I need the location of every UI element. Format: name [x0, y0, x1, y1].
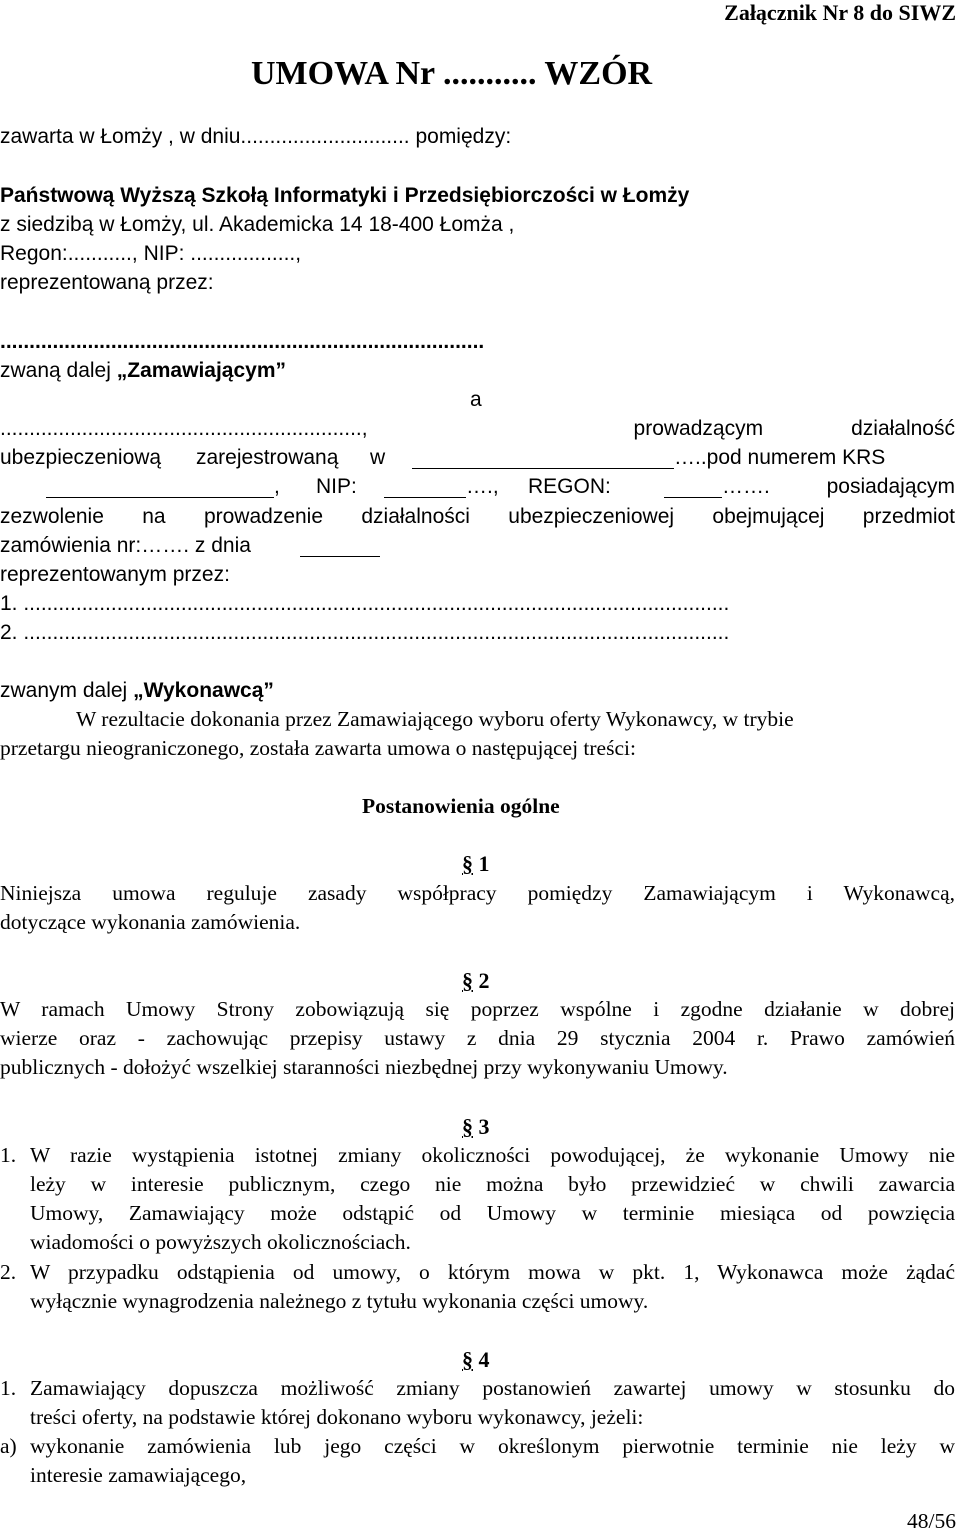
party2-l3a: , — [274, 475, 280, 498]
blank-regon-line — [664, 497, 722, 498]
party1-called — [0, 360, 286, 381]
party2-l3c: …., — [466, 475, 499, 498]
party2-l4: zezwolenie na prowadzenie działalności ubezpieczeniowej obejmującej przedmiot — [0, 505, 955, 528]
s3-p1-l1: W razie wystąpienia istotnej zmiany okoliczności powodującej, że wykonanie Umowy nie — [30, 1143, 955, 1167]
s4-pa-l2: interesie zamawiającego, — [30, 1463, 247, 1487]
s1-l2: dotyczące wykonania zamówienia. — [0, 910, 301, 934]
blank-date-line — [300, 556, 380, 557]
s2-l2: wierze oraz - zachowując przepisy ustawy z dnia 29 stycznia 2004 r. Prawo zamówień — [0, 1026, 955, 1050]
s4-p1-l2: treści oferty, na podstawie której dokonano wyboru wykonawcy, jeżeli: — [30, 1405, 644, 1429]
called-name-2: „Wykonawcą” — [133, 679, 274, 702]
s3-p1-l3: Umowy, Zamawiający może odstąpić od Umowy w terminie miesiąca od powzięcia — [30, 1201, 955, 1225]
s3-p1-l4: wiadomości o powyższych okolicznościach. — [30, 1230, 411, 1254]
preamble-l2: przetargu nieograniczonego, została zawarta umowa o następującej treści: — [0, 736, 636, 760]
page-title: UMOWA Nr ........... WZÓR — [251, 55, 653, 92]
party2-line1 — [0, 418, 955, 439]
blank-nip-line — [384, 497, 466, 498]
party2-l2d: …..pod numerem KRS — [674, 446, 886, 469]
section-4-heading: § 4 — [462, 1347, 490, 1372]
attachment-label: Załącznik Nr 8 do SIWZ — [724, 0, 956, 25]
and-word: a — [470, 388, 482, 411]
s3-p2-l2: wyłącznie wynagrodzenia należnego z tytułu wykonania części umowy. — [30, 1289, 649, 1313]
called-prefix: zwaną dalej — [0, 359, 117, 382]
party2-rep1: 1. ......................................................................................................................... — [0, 592, 730, 615]
party1-rep-dots: ................................................................................... — [0, 330, 485, 353]
s2-l1: W ramach Umowy Strony zobowiązują się poprzez wspólne i zgodne działanie w dobrej — [0, 997, 955, 1021]
intro-concluded: zawarta w Łomży , w dniu............................. pomiędzy: — [0, 125, 512, 148]
party2-activity: działalność — [851, 417, 955, 440]
party1-name: Państwową Wyższą Szkołą Informatyki i Przedsiębiorczości w Łomży — [0, 184, 690, 207]
section-1-heading: § 1 — [462, 851, 490, 876]
party1-ids: Regon:..........., NIP: .................., — [0, 242, 302, 265]
party2-l5a: zamówienia nr:……. z dnia — [0, 534, 251, 557]
section-2-heading: § 2 — [462, 968, 490, 993]
party2-dots: .............................................................., — [0, 417, 368, 440]
called-prefix-2: zwanym dalej — [0, 679, 134, 702]
blank-krs-line-2 — [46, 497, 274, 498]
blank-krs-line — [412, 468, 674, 469]
party2-l3e: ……. — [722, 475, 770, 498]
s3-p2-l1: W przypadku odstąpienia od umowy, o którym mowa w pkt. 1, Wykonawca może żądać — [30, 1260, 955, 1284]
party2-l3b: NIP: — [316, 475, 357, 498]
s4-p1-l1: Zamawiający dopuszcza możliwość zmiany postanowień zawartej umowy w stosunku do — [30, 1376, 955, 1400]
general-heading: Postanowienia ogólne — [362, 794, 560, 818]
party2-rep2: 2. ......................................................................................................................... — [0, 621, 730, 644]
s2-l3: publicznych - dołożyć wszelkiej staranności niezbędnej przy wykonywaniu Umowy. — [0, 1055, 728, 1079]
party2-l2c: w — [370, 446, 386, 469]
s3-p1-l2: leży w interesie publicznym, czego nie można było przewidzieć w chwili zawarcia — [30, 1172, 955, 1196]
party2-l2b: zarejestrowaną — [196, 446, 339, 469]
s3-n2: 2. — [0, 1260, 17, 1284]
s4-n1: 1. — [0, 1376, 17, 1400]
party2-l3d: REGON: — [528, 475, 611, 498]
page-number: 48/56 — [907, 1509, 956, 1533]
s4-pa-l1: wykonanie zamówienia lub jego części w określonym pierwotnie terminie nie leży w — [30, 1434, 955, 1458]
party2-l2a: ubezpieczeniową — [0, 446, 162, 469]
party2-conducting: prowadzącym — [633, 417, 764, 440]
s3-n1: 1. — [0, 1143, 17, 1167]
called-name: „Zamawiającym” — [116, 359, 287, 382]
s1-l1: Niniejsza umowa reguluje zasady współpracy pomiędzy Zamawiającym i Wykonawcą, — [0, 881, 955, 905]
party1-address: z siedzibą w Łomży, ul. Akademicka 14 18-400 Łomża , — [0, 213, 515, 236]
preamble-l1: W rezultacie dokonania przez Zamawiającego wyboru oferty Wykonawcy, w trybie — [76, 707, 794, 731]
s4-na: a) — [0, 1434, 17, 1458]
party2-l3f: posiadającym — [826, 475, 955, 498]
section-3-heading: § 3 — [462, 1114, 490, 1139]
party2-represented-by: reprezentowanym przez: — [0, 563, 230, 586]
party2-called — [0, 680, 274, 701]
party1-represented-by: reprezentowaną przez: — [0, 271, 214, 294]
